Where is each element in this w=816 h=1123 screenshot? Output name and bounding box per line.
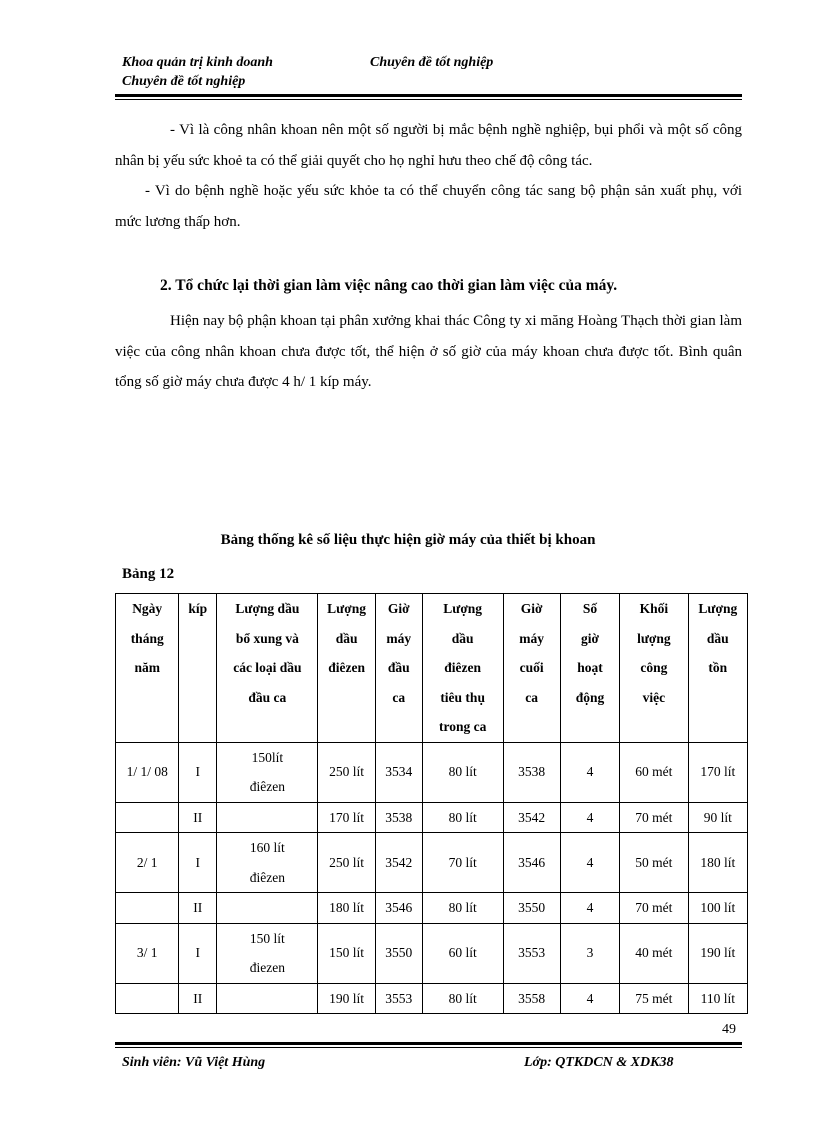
cell-diesel: 170 lít — [318, 802, 375, 833]
cell-hours: 4 — [560, 742, 619, 802]
cell-remain: 90 lít — [688, 802, 747, 833]
cell-added-line: điezen — [249, 960, 285, 975]
column-header-line: Giờ — [387, 601, 410, 616]
cell-remain: 100 lít — [688, 893, 747, 924]
cell-remain: 170 lít — [688, 742, 747, 802]
table-body — [116, 742, 748, 1014]
header-faculty: Khoa quản trị kinh doanh — [122, 55, 273, 70]
footer-rule-thick — [115, 1042, 742, 1045]
body-text-2 — [115, 306, 742, 398]
column-header-line: Lượng — [443, 601, 483, 616]
cell-diesel: 150 lít — [318, 923, 375, 983]
cell-start: 3538 — [375, 802, 422, 833]
column-header-9 — [688, 594, 747, 743]
cell-used: 80 lít — [422, 742, 503, 802]
column-header-0 — [116, 594, 179, 743]
cell-diesel: 250 lít — [318, 742, 375, 802]
column-header-line: việc — [642, 689, 666, 705]
footer-rule-thin — [115, 1047, 742, 1048]
header-subtitle: Chuyên đề tốt nghiệp — [122, 74, 246, 89]
column-header-line: lượng — [637, 630, 671, 646]
column-header-line: đầu ca — [248, 689, 287, 705]
cell-added-line: 150lít — [251, 749, 284, 765]
cell-start: 3550 — [375, 923, 422, 983]
table-number: Bảng 12 — [122, 566, 175, 582]
cell-kip: II — [179, 893, 217, 924]
column-header-6 — [503, 594, 560, 743]
cell-volume: 40 mét — [620, 923, 689, 983]
column-header-line: tháng — [130, 630, 164, 646]
column-header-line: đầu — [387, 660, 410, 675]
cell-end: 3542 — [503, 802, 560, 833]
cell-end: 3553 — [503, 923, 560, 983]
cell-added — [217, 923, 318, 983]
paragraph-2: - Vì do bệnh nghề hoặc yếu sức khỏe ta có thể chuyển công tác sang bộ phận sản xuất phụ, với mức lương thấp hơn. — [115, 183, 742, 230]
header-rule-thin — [115, 99, 742, 100]
cell-end: 3558 — [503, 983, 560, 1014]
column-header-line: Ngày — [132, 601, 163, 616]
header-rule-thick — [115, 94, 742, 97]
column-header-line: năm — [134, 660, 160, 675]
cell-volume: 70 mét — [620, 802, 689, 833]
cell-kip: II — [179, 983, 217, 1014]
section-heading: 2. Tổ chức lại thời gian làm việc nâng cao thời gian làm việc của máy. — [160, 277, 618, 294]
header-title: Chuyên đề tốt nghiệp — [370, 55, 494, 70]
column-header-line: hoạt — [577, 660, 603, 675]
cell-kip: I — [179, 833, 217, 893]
cell-hours: 3 — [560, 923, 619, 983]
cell-end: 3538 — [503, 742, 560, 802]
paragraph-1: - Vì là công nhân khoan nên một số người bị mắc bệnh nghề nghiệp, bụi phổi và một số công nhân bị yếu sức khoẻ ta có thể giải quyết cho họ nghỉ hưu theo chế độ công tác. — [115, 122, 742, 169]
cell-used: 70 lít — [422, 833, 503, 893]
cell-remain: 110 lít — [688, 983, 747, 1014]
cell-added — [217, 742, 318, 802]
cell-start: 3546 — [375, 893, 422, 924]
cell-volume: 70 mét — [620, 893, 689, 924]
cell-start: 3542 — [375, 833, 422, 893]
column-header-line: Giờ — [520, 601, 543, 616]
cell-added — [217, 833, 318, 893]
body-text — [115, 115, 742, 237]
cell-start: 3534 — [375, 742, 422, 802]
column-header-line: động — [575, 689, 605, 705]
column-header-4 — [375, 594, 422, 743]
column-header-line: Khối — [639, 601, 669, 616]
column-header-line: tồn — [708, 660, 728, 675]
cell-date: 3/ 1 — [116, 923, 179, 983]
column-header-line: Lượng — [327, 601, 366, 616]
table-row — [116, 802, 748, 833]
column-header-8 — [620, 594, 689, 743]
cell-diesel: 190 lít — [318, 983, 375, 1014]
cell-hours: 4 — [560, 983, 619, 1014]
column-header-7 — [560, 594, 619, 743]
table-caption: Bảng thống kê số liệu thực hiện giờ máy của thiết bị khoan — [220, 532, 596, 548]
cell-date: 2/ 1 — [116, 833, 179, 893]
table-header-row — [116, 594, 748, 743]
cell-diesel: 180 lít — [318, 893, 375, 924]
column-header-line: ca — [392, 689, 406, 705]
column-header-3 — [318, 594, 375, 743]
column-header-line: dầu — [335, 630, 358, 646]
column-header-line: tiêu thụ — [440, 689, 485, 705]
page-number: 49 — [722, 1022, 736, 1037]
cell-used: 80 lít — [422, 802, 503, 833]
cell-added-line: điêzen — [249, 779, 285, 794]
cell-remain: 180 lít — [688, 833, 747, 893]
column-header-5 — [422, 594, 503, 743]
table-row — [116, 923, 748, 983]
footer-student: Sinh viên: Vũ Việt Hùng — [122, 1055, 266, 1070]
cell-date: 1/ 1/ 08 — [116, 742, 179, 802]
cell-hours: 4 — [560, 802, 619, 833]
cell-start: 3553 — [375, 983, 422, 1014]
cell-added — [217, 893, 318, 924]
table-row — [116, 893, 748, 924]
cell-used: 60 lít — [422, 923, 503, 983]
paragraph-3: Hiện nay bộ phận khoan tại phân xưởng khai thác Công ty xi măng Hoàng Thạch thời gian làm việc của công nhân khoan chưa được tốt, thể hiện ở số giờ của máy khoan chưa được tốt. Bình quân tổng số giờ máy chưa được 4 h/ 1 kíp máy. — [115, 313, 742, 390]
column-header-line: điêzen — [328, 660, 365, 675]
column-header-line: Số — [582, 601, 598, 616]
cell-volume: 60 mét — [620, 742, 689, 802]
column-header-line: dầu — [451, 630, 474, 646]
cell-volume: 75 mét — [620, 983, 689, 1014]
cell-end: 3546 — [503, 833, 560, 893]
cell-kip: I — [179, 923, 217, 983]
column-header-line: giờ — [580, 630, 599, 646]
cell-added-line: điêzen — [249, 869, 285, 885]
column-header-line: các loại dầu — [233, 660, 302, 675]
cell-end: 3550 — [503, 893, 560, 924]
column-header-1 — [179, 594, 217, 743]
table-row — [116, 833, 748, 893]
column-header-line: máy — [386, 630, 412, 646]
column-header-line: máy — [519, 630, 545, 646]
cell-kip: II — [179, 802, 217, 833]
column-header-line: dầu — [706, 630, 729, 646]
cell-hours: 4 — [560, 893, 619, 924]
footer-class: Lớp: QTKDCN & XDK38 — [524, 1055, 674, 1070]
cell-volume: 50 mét — [620, 833, 689, 893]
table-row — [116, 742, 748, 802]
column-header-line: kíp — [188, 601, 208, 616]
column-header-line: trong ca — [438, 719, 487, 734]
cell-used: 80 lít — [422, 893, 503, 924]
cell-date — [116, 983, 179, 1014]
cell-hours: 4 — [560, 833, 619, 893]
cell-remain: 190 lít — [688, 923, 747, 983]
column-header-line: công — [640, 660, 668, 675]
column-header-2 — [217, 594, 318, 743]
cell-date — [116, 802, 179, 833]
cell-added-line: 160 lít — [249, 840, 285, 855]
table-row — [116, 983, 748, 1014]
cell-added-line: 150 lít — [249, 930, 285, 946]
column-header-line: bổ xung và — [235, 630, 299, 646]
cell-used: 80 lít — [422, 983, 503, 1014]
column-header-line: Lượng — [698, 601, 738, 616]
column-header-line: Lượng dầu — [235, 601, 300, 616]
cell-diesel: 250 lít — [318, 833, 375, 893]
column-header-line: điêzen — [444, 660, 482, 675]
cell-added — [217, 802, 318, 833]
cell-kip: I — [179, 742, 217, 802]
column-header-line: cuối — [519, 660, 544, 675]
cell-added — [217, 983, 318, 1014]
machine-hours-table — [115, 593, 748, 1014]
cell-date — [116, 893, 179, 924]
column-header-line: ca — [525, 689, 539, 705]
